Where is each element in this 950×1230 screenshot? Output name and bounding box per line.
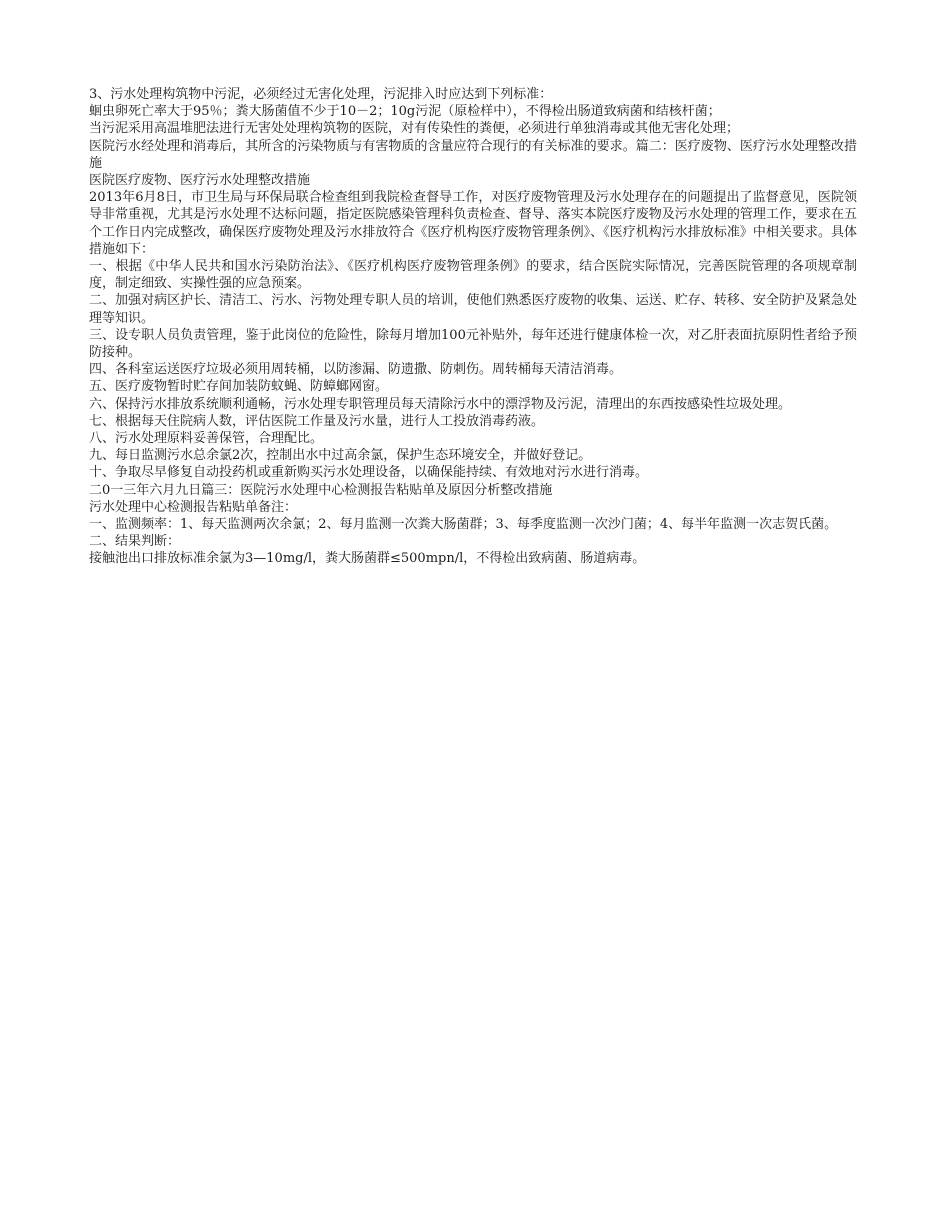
list-item: 九、每日监测污水总余氯2次，控制出水中过高余氯，保护生态环境安全，并做好登记。	[89, 448, 592, 464]
list-item: 一、根据《中华人民共和国水污染防治法》、《医疗机构医疗废物管理条例》的要求，结合医院实际情况，完善医院管理的各项规章制度，制定细致、实操性强的应急预案。	[89, 259, 857, 292]
paragraph: 医院污水经处理和消毒后，其所含的污染物质与有害物质的含量应符合现行的有关标准的要求。篇二：医疗废物、医疗污水处理整改措施	[89, 138, 857, 171]
list-item: 二、结果判断：	[89, 534, 181, 550]
document-body	[89, 86, 857, 568]
date-line: 二0一三年六月九日篇三：医院污水处理中心检测报告粘贴单及原因分析整改措施	[89, 482, 553, 498]
section-title: 医院医疗废物、医疗污水处理整改措施	[89, 173, 311, 189]
paragraph: 接触池出口排放标准余氯为3—10mg/l，粪大肠菌群≤500mpn/l，不得检出致病菌、肠道病毒。	[89, 551, 646, 567]
paragraph: 3、污水处理构筑物中污泥，必须经过无害化处理，污泥排入时应达到下列标准：	[89, 87, 553, 102]
list-item: 十、争取尽早修复自动投药机或重新购买污水处理设备，以确保能持续、有效地对污水进行消毒。	[89, 465, 649, 481]
list-item: 八、污水处理原料妥善保管，合理配比。	[89, 431, 324, 447]
list-item: 一、监测频率：1、每天监测两次余氯；2、每月监测一次粪大肠菌群；3、每季度监测一次沙门菌；4、每半年监测一次志贺氏菌。	[89, 517, 838, 533]
list-item: 五、医疗废物暂时贮存间加装防蚊蝇、防蟑螂网窗。	[89, 379, 389, 395]
list-item: 二、加强对病区护长、清洁工、污水、污物处理专职人员的培训，使他们熟悉医疗废物的收集、运送、贮存、转移、安全防护及紧急处理等知识。	[89, 293, 857, 326]
list-item: 七、根据每天住院病人数，评估医院工作量及污水量，进行人工投放消毒药液。	[89, 413, 545, 429]
paragraph: 蛔虫卵死亡率大于95％；粪大肠菌值不少于10－2；10g污泥（原检样中），不得检出肠道致病菌和结核杆菌；	[89, 104, 721, 120]
paragraph: 2013年6月8日，市卫生局与环保局联合检查组到我院检查督导工作，对医疗废物管理及污水处理存在的问题提出了监督意见，医院领导非常重视，尤其是污水处理不达标问题，指定医院感染管理科负责检查、督导、落实本院医疗废物及污水处理的管理工作，要求在五个工作日内完成整改，确保医疗废物处理及污水排放符合《医疗机构医疗废物管理条例》、《医疗机构污水排放标准》中相关要求。具体措施如下：	[89, 190, 857, 257]
paragraph: 当污泥采用高温堆肥法进行无害处处理构筑物的医院，对有传染性的粪便，必须进行单独消毒或其他无害化处理；	[89, 121, 740, 137]
list-item: 六、保持污水排放系统顺利通畅，污水处理专职管理员每天清除污水中的漂浮物及污泥，清理出的东西按感染性垃圾处理。	[89, 396, 792, 412]
list-item: 三、设专职人员负责管理，鉴于此岗位的危险性，除每月增加100元补贴外，每年还进行健康体检一次，对乙肝表面抗原阴性者给予预防接种。	[89, 327, 857, 361]
section-title: 污水处理中心检测报告粘贴单备注：	[89, 499, 298, 515]
list-item: 四、各科室运送医疗垃圾必须用周转桶，以防渗漏、防遗撒、防刺伤。周转桶每天清洁消毒。	[89, 362, 623, 378]
